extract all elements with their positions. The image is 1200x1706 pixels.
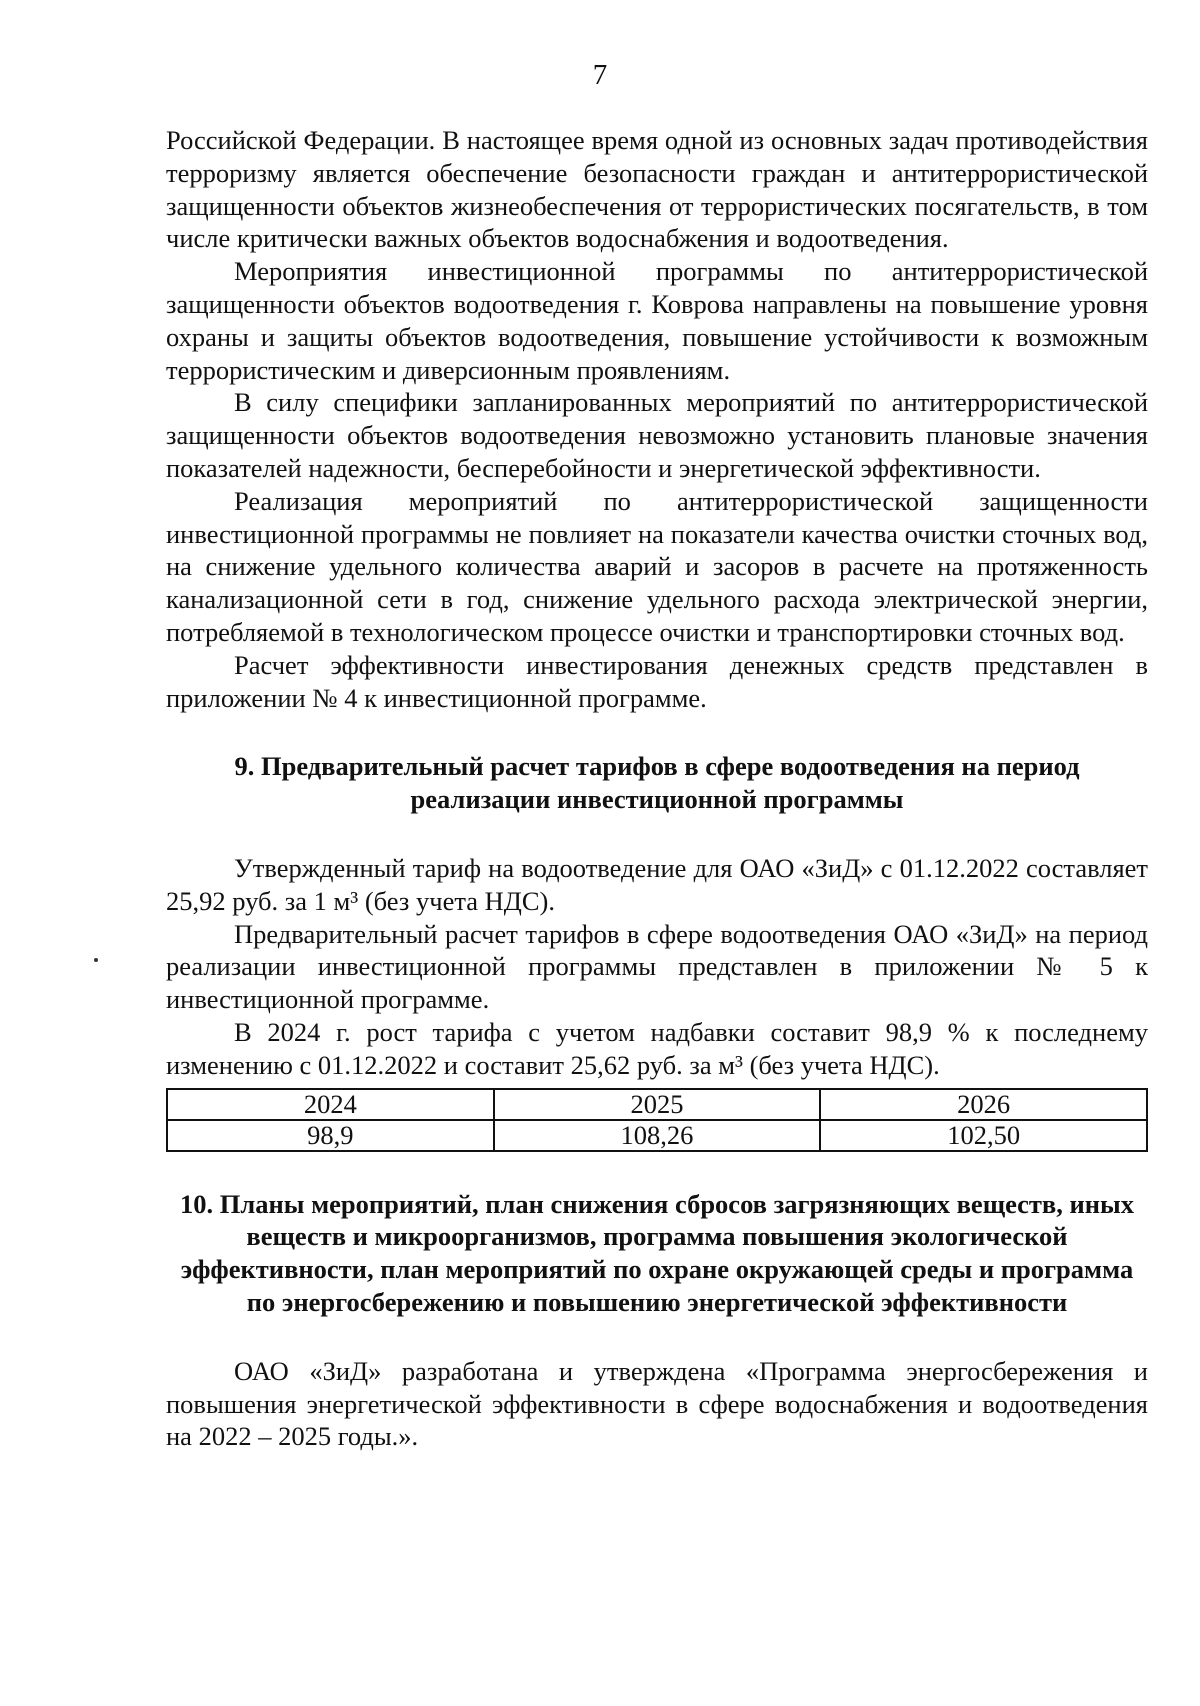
table-cell-value: 102,50 <box>820 1120 1147 1151</box>
table-cell-value: 98,9 <box>167 1120 494 1151</box>
paragraph-approved-tariff: Утвержденный тариф на водоотведение для ОАО «ЗиД» с 01.12.2022 составляет 25,92 руб. за 1 м³ (без учета НДС). <box>166 852 1148 916</box>
paragraph-energy-program: ОАО «ЗиД» разработана и утверждена «Программа энергосбережения и повышения энергетической эффективности в сфере водоснабжения и водоотведения на 2022 – 2025 годы.». <box>166 1355 1148 1452</box>
table-row-values <box>167 1120 1147 1151</box>
page-content <box>166 124 1148 1453</box>
section-9-heading: 9. Предварительный расчет тарифов в сфере водоотведения на период реализации инвестиционной программы <box>234 751 1080 815</box>
table-row-years <box>167 1089 1147 1120</box>
tariff-growth-table <box>166 1088 1148 1152</box>
table-cell-year: 2024 <box>167 1089 494 1120</box>
paragraph-implementation: Реализация мероприятий по антитеррористической защищенности инвестиционной программы не повлияет на показатели качества очистки сточных вод, на снижение удельного количества аварий и засоров в расчете на протяженность канализационной сети в год, снижение удельного расхода электрической энергии, потребляемой в технологическом процессе очистки и транспортировки сточных вод. <box>166 485 1148 647</box>
paragraph-measures: Мероприятия инвестиционной программы по антитеррористической защищенности объектов водоотведения г. Коврова направлены на повышение уровня охраны и защиты объектов водоотведения, повышение устойчивости к возможным террористическим и диверсионным проявлениям. <box>166 256 1148 385</box>
paragraph-efficiency-calc: Расчет эффективности инвестирования денежных средств представлен в приложении № 4 к инвестиционной программе. <box>166 649 1148 713</box>
paragraph-tariff-growth: В 2024 г. рост тарифа с учетом надбавки составит 98,9 % к последнему изменению с 01.12.2022 и составит 25,62 руб. за м³ (без учета НДС). <box>166 1016 1148 1080</box>
page-number: 7 <box>592 59 608 91</box>
table-cell-value: 108,26 <box>494 1120 821 1151</box>
paragraph-specifics: В силу специфики запланированных мероприятий по антитеррористической защищенности объектов водоотведения невозможно установить плановые значения показателей надежности, бесперебойности и энергетической эффективности. <box>166 387 1148 483</box>
paragraph-preliminary-calc: Предварительный расчет тарифов в сфере водоотведения ОАО «ЗиД» на период реализации инвестиционной программы представлен в приложении № 5 к инвестиционной программе. <box>166 918 1148 1015</box>
table-cell-year: 2026 <box>820 1089 1147 1120</box>
scan-speck <box>94 958 98 962</box>
paragraph-continuation: Российской Федерации. В настоящее время одной из основных задач противодействия терроризму является обеспечение безопасности граждан и антитеррористической защищенности объектов жизнеобеспечения от террористических посягательств, в том числе критически важных объектов водоснабжения и водоотведения. <box>166 125 1148 254</box>
section-10-heading: 10. Планы мероприятий, план снижения сбросов загрязняющих веществ, иных веществ и микроорганизмов, программа повышения экологической эффективности, план мероприятий по охране окружающей среды и программа по энергосбережению и повышению энергетической эффективности <box>180 1188 1134 1317</box>
table-cell-year: 2025 <box>494 1089 821 1120</box>
